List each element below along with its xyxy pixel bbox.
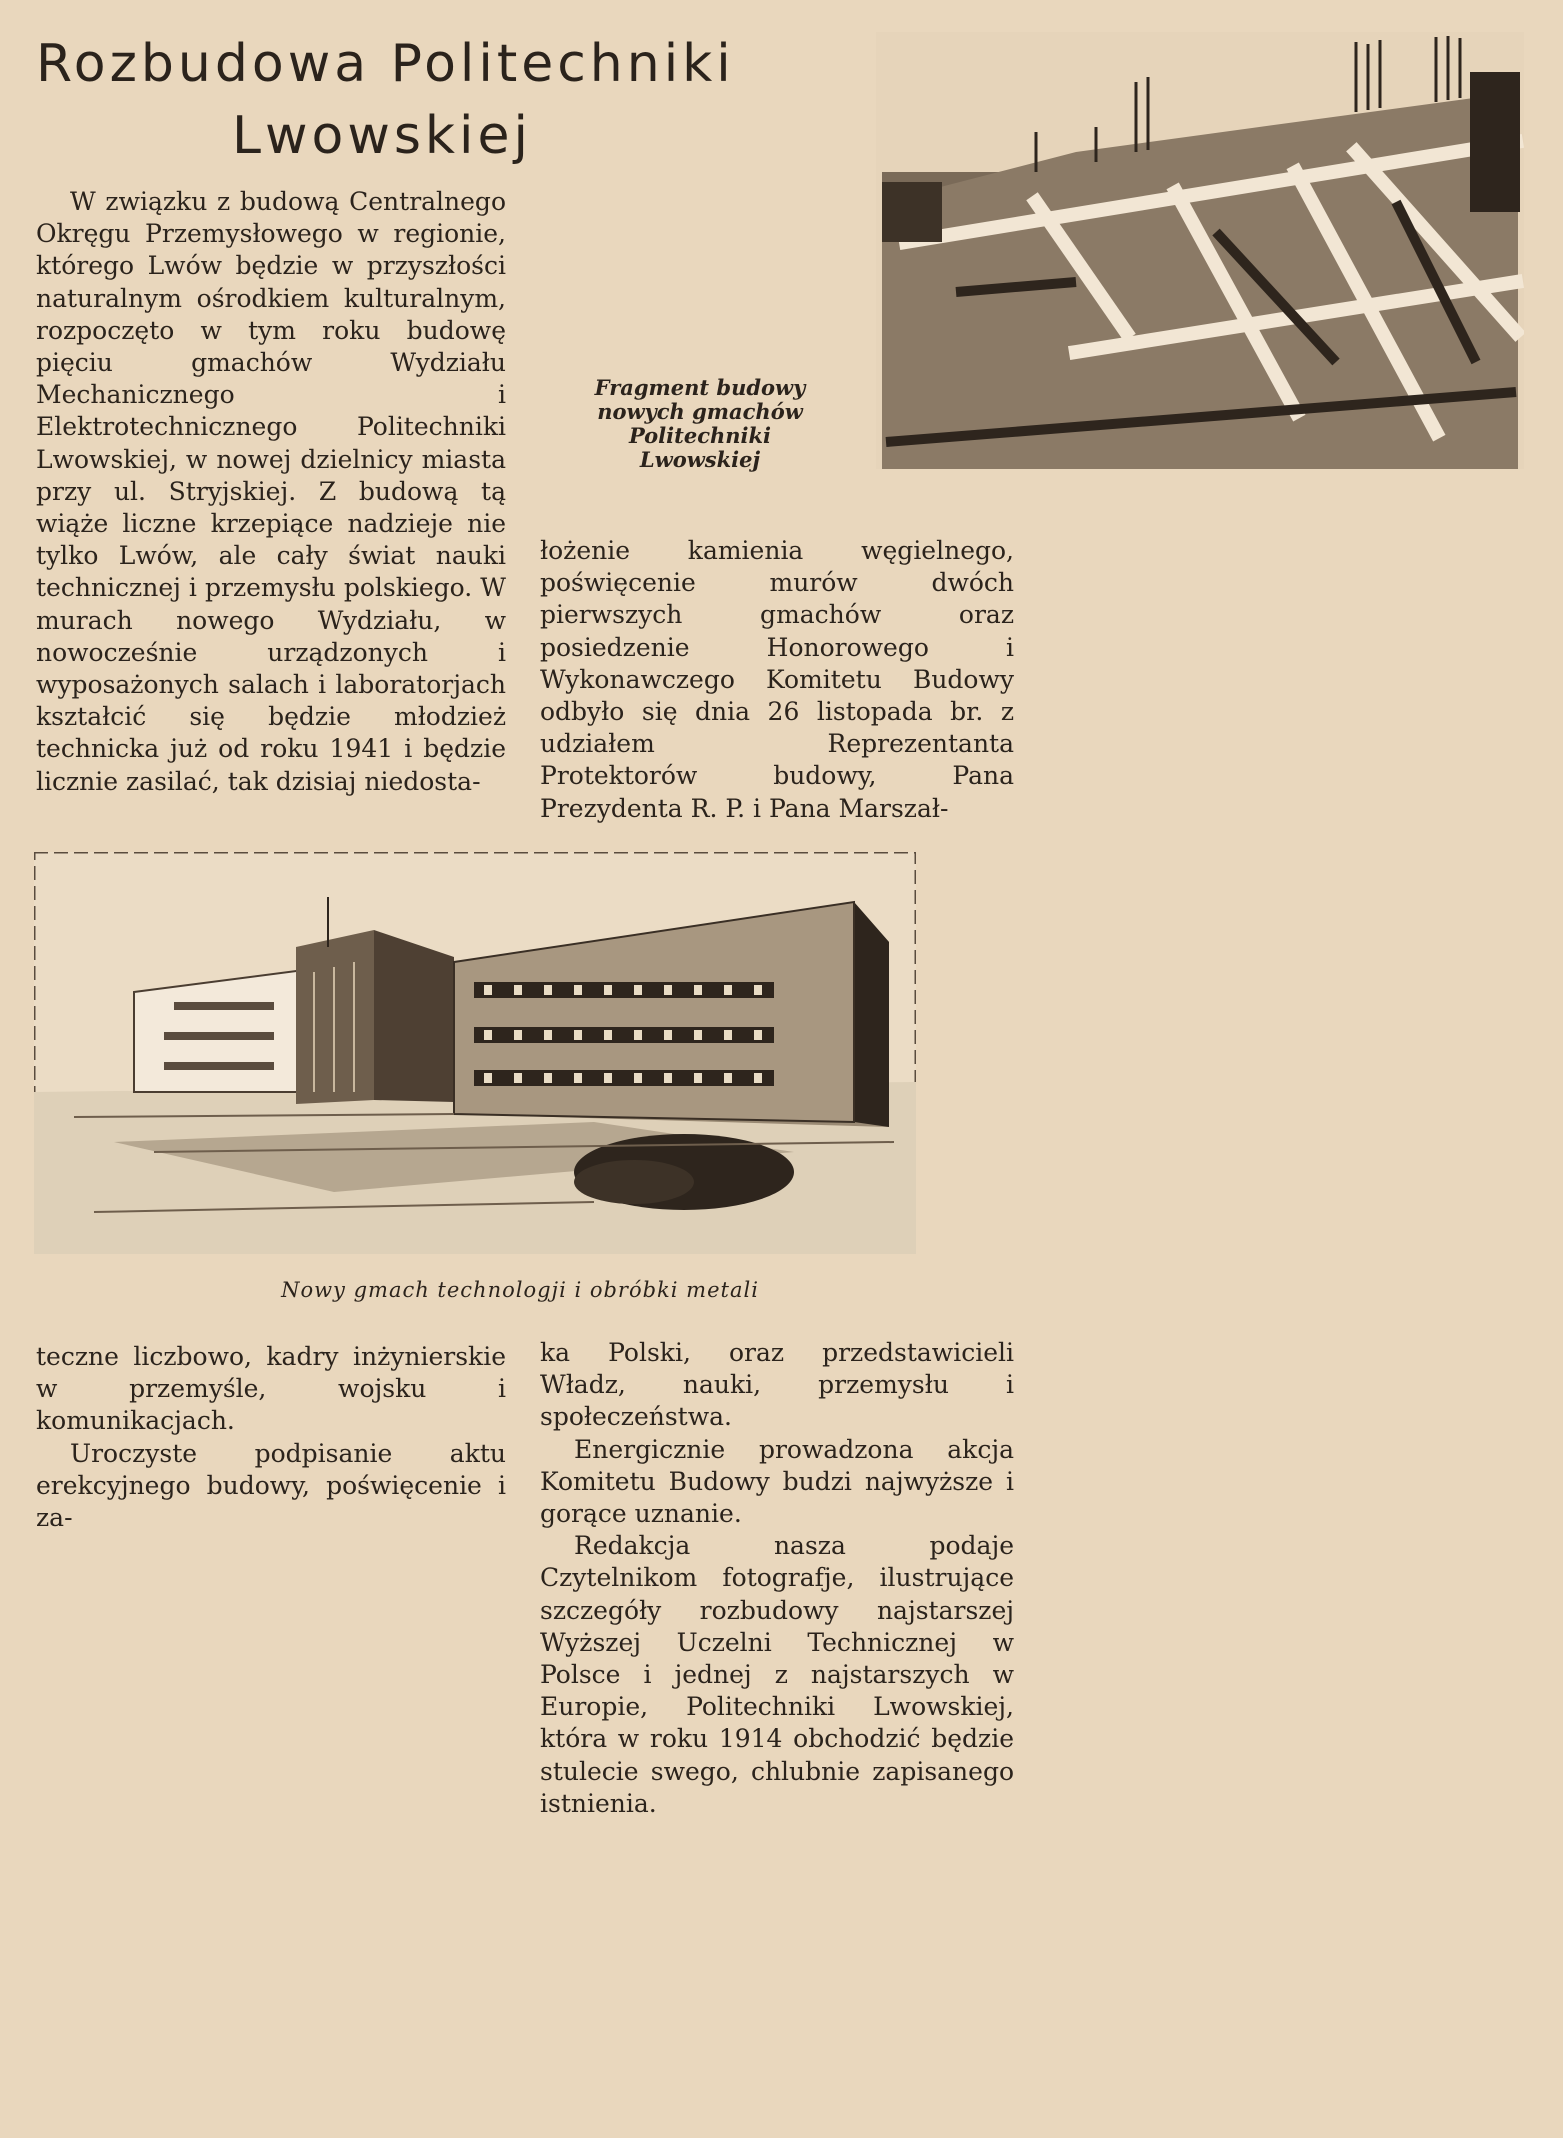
article-title-line2: Lwowskiej <box>232 106 532 166</box>
article-title-line1: Rozbudowa Politechniki <box>36 34 735 94</box>
text-column-1 <box>36 186 506 798</box>
paragraph: łożenie kamienia węgielnego, poświęcenie murów dwóch pierwszych gmachów oraz posiedzenie Honorowego i Wykonawczego Komitetu Budowy odbyło się dnia 26 listopada br. z udziałem Reprezentanta Protektorów budowy, Pana Prezydenta R. P. i Pana Marszał- <box>540 536 1014 823</box>
paragraph: W związku z budową Centralnego Okręgu Przemysłowego w regionie, którego Lwów będzie w przyszłości naturalnym ośrodkiem kulturalnym, rozpoczęto w tym roku budowę pięciu gmachów Wydziału Mechanicznego i Elektrotechnicznego Politechniki Lwowskiej, w nowej dzielnicy miasta przy ul. Stryjskiej. Z budową tą wiąże liczne krzepiące nadzieje nie tylko Lwów, ale cały świat nauki technicznej i przemysłu polskiego. W murach nowego Wydziału, w nowocześnie urządzonych i wyposażonych salach i laboratorjach kształcić się będzie młodzież technicka już od roku 1941 i będzie licznie zasilać, tak dzisiaj niedosta- <box>36 187 506 796</box>
caption-line: Lwowskiej <box>639 447 761 472</box>
text-column-4 <box>540 1337 1014 1820</box>
building-drawing <box>34 852 916 1254</box>
photo-caption-building: Nowy gmach technologji i obróbki metali <box>281 1278 759 1302</box>
paragraph: Energicznie prowadzona akcja Komitetu Budowy budzi najwyższe i gorące uznanie. <box>540 1434 1014 1529</box>
construction-photo <box>876 32 1524 469</box>
paragraph: Uroczyste podpisanie aktu erekcyjnego budowy, poświęcenie i za- <box>36 1438 506 1533</box>
paragraph: ka Polski, oraz przedstawicieli Władz, nauki, przemysłu i społeczeństwa. <box>540 1338 1014 1432</box>
paragraph: teczne liczbowo, kadry inżynierskie w przemyśle, wojsku i komunikacjach. <box>36 1342 506 1436</box>
photo-caption-construction <box>560 376 840 472</box>
caption-line: Fragment budowy <box>594 375 806 400</box>
paragraph: Redakcja nasza podaje Czytelnikom fotografje, ilustrujące szczegóły rozbudowy najstarszej Wyższej Uczelni Technicznej w Polsce i jednej z najstarszych w Europie, Politechniki Lwowskiej, która w roku 1914 obchodzić będzie stulecie swego, chlubnie zapisanego istnienia. <box>540 1531 1014 1818</box>
caption-line: nowych gmachów <box>597 399 803 424</box>
text-column-2 <box>540 535 1014 825</box>
text-column-3 <box>36 1341 506 1534</box>
caption-line: Politechniki <box>628 423 772 448</box>
